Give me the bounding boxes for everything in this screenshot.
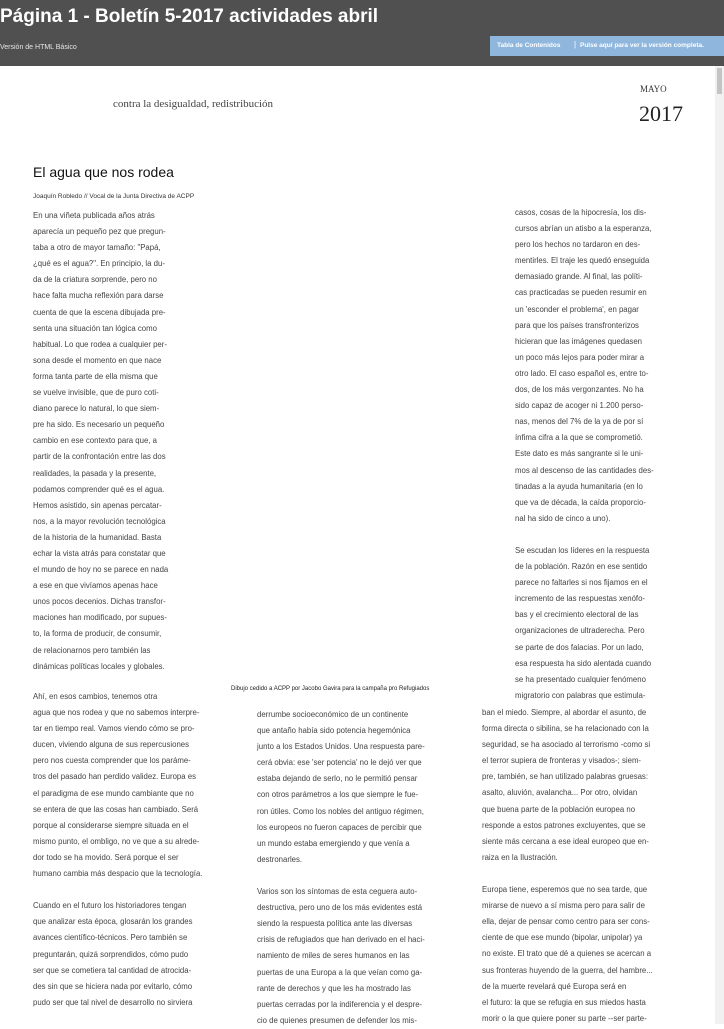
- article-byline: Joaquín Robledo // Vocal de la Junta Directiva de ACPP: [33, 193, 195, 200]
- text-line: que va de década, la caída proporcio-: [515, 497, 646, 507]
- text-line: pudo ser que tal nivel de desarrollo no sirviera: [33, 997, 193, 1007]
- text-line: crisis de refugiados que han derivado en el haci-: [257, 935, 425, 945]
- text-line: siendo la respuesta política ante las diversas: [257, 919, 413, 929]
- text-line: realidades, la pasada y la presente,: [33, 468, 157, 478]
- text-line: sona desde el momento en que nace: [33, 355, 162, 365]
- text-line: cas practicadas se pueden resumir en: [515, 288, 647, 298]
- page-header-text: contra la desigualdad, redistribución: [113, 98, 274, 110]
- text-line: [515, 527, 690, 543]
- scrollbar[interactable]: [715, 66, 724, 1024]
- text-line: dos, de los más vergonzantes. No ha: [515, 385, 644, 395]
- text-line: estaba dejando de serlo, no le permitió pensar: [257, 774, 418, 784]
- text-line: cuenta de que la escena dibujada pre-: [33, 307, 166, 317]
- text-line: ella, dejar de pensar como centro para ser cons-: [482, 917, 650, 927]
- text-line: mismo punto, el ombligo, no ve que a su alrede-: [33, 836, 200, 846]
- text-line: mos al descenso de las cantidades des-: [515, 465, 654, 475]
- text-line: el paradigma de ese mundo cambiante que no: [33, 788, 194, 798]
- text-line: de la historia de la humanidad. Basta: [33, 532, 162, 542]
- text-line: parece no faltarles si nos fijamos en el: [515, 578, 648, 588]
- text-line: des sin que se hiciera nada por evitarlo, cómo: [33, 981, 193, 991]
- text-line: pre, también, se han utilizado palabras gruesas:: [482, 772, 648, 782]
- text-line: Cuando en el futuro los historiadores tengan: [33, 901, 187, 911]
- text-line: agua que nos rodea y que no sabemos interpre-: [33, 708, 200, 718]
- text-line: otro lado. El caso español es, entre to-: [515, 368, 649, 378]
- text-line: porque al considerarse siempre situada en el: [33, 820, 189, 830]
- toc-link[interactable]: Tabla de Contenidos: [497, 42, 561, 49]
- text-line: Europa tiene, esperemos que no sea tarde, que: [482, 885, 648, 895]
- text-line: senta una situación tan lógica como: [33, 323, 157, 333]
- text-line: demasiado grande. Al final, las políti-: [515, 272, 643, 282]
- text-line: cerá obvia: ese 'ser potencia' no le dejó ver que: [257, 758, 422, 768]
- text-line: responde a estos patrones excluyentes, que se: [482, 820, 646, 830]
- text-line: taba a otro de mayor tamaño: "Papá,: [33, 243, 161, 253]
- text-line: partir de la confrontación entre las dos: [33, 452, 166, 462]
- toolbar-separator: |: [574, 40, 577, 49]
- text-line: nal ha sido de cinco a uno).: [515, 513, 611, 523]
- text-line: de la muerte revelará qué Europa será en: [482, 981, 627, 991]
- text-line: namiento de miles de seres humanos en las: [257, 951, 410, 961]
- text-line: con otros parámetros a los que siempre le fue-: [257, 790, 419, 800]
- text-line: forma tanta parte de ella misma que: [33, 371, 158, 381]
- text-line: morir o la que quiere poner su parte --ser parte-: [482, 1013, 647, 1023]
- text-line: [482, 866, 692, 882]
- text-line: ban el miedo. Siempre, al abordar el asunto, de: [482, 708, 647, 717]
- text-line: que analizar esta época, glosarán los grandes: [33, 917, 193, 927]
- text-line: puertas de una Europa a la que veían como ga-: [257, 967, 423, 977]
- text-line: de la población. Razón en ese sentido: [515, 562, 648, 572]
- text-line: el terror supiera de fronteras y visados-; siem-: [482, 756, 642, 766]
- article-column-2: [257, 707, 467, 1029]
- article-column-3-top: [515, 205, 690, 704]
- text-line: esa respuesta ha sido alentada cuando: [515, 658, 652, 668]
- text-line: dor todo se ha movido. Será porque el ser: [33, 852, 179, 862]
- text-line: tar en tiempo real. Vamos viendo cómo se pro-: [33, 724, 195, 734]
- header-month: MAYO: [640, 84, 667, 94]
- text-line: siente más cercana a ese ideal europeo que en-: [482, 836, 649, 846]
- text-line: seguridad, se ha asociado al terrorismo -como si: [482, 740, 651, 750]
- text-line: cursos abrían un atisbo a la esperanza,: [515, 224, 652, 234]
- full-version-link[interactable]: Pulse aquí para ver la versión completa.: [580, 42, 704, 49]
- text-line: incremento de las respuestas xenófo-: [515, 594, 646, 604]
- text-line: [33, 882, 251, 898]
- text-line: to, la forma de producir, de consumir,: [33, 629, 162, 639]
- text-line: que buena parte de la población europea no: [482, 804, 636, 814]
- text-line: aparecía un pequeño pez que pregun-: [33, 227, 166, 237]
- text-line: ínfima cifra a la que se comprometió.: [515, 433, 643, 443]
- text-line: para que los países transfronterizos: [515, 320, 639, 330]
- text-line: el mundo de hoy no se parece en nada: [33, 565, 169, 575]
- text-line: En una viñeta publicada años atrás: [33, 211, 155, 220]
- text-line: maciones han modificado, por supues-: [33, 613, 167, 623]
- header-year: 2017: [639, 101, 683, 126]
- text-line: tinadas a la ayuda humanitaria (en lo: [515, 481, 643, 491]
- text-line: pero los hechos no tardaron en des-: [515, 240, 641, 250]
- text-line: destructiva, pero uno de los más evidentes está: [257, 903, 423, 913]
- text-line: migratorio con palabras que estimula-: [515, 690, 646, 700]
- text-line: un mundo estaba emergiendo y que venía a: [257, 838, 410, 848]
- text-line: Varios son los síntomas de esta ceguera auto-: [257, 887, 418, 897]
- text-line: organizaciones de ultraderecha. Pero: [515, 626, 645, 636]
- text-line: ciente de que ese mundo (bipolar, unipolar) ya: [482, 933, 643, 943]
- text-line: un 'esconder el problema', en pagar: [515, 304, 639, 314]
- article-column-1-bottom: [33, 689, 251, 1011]
- text-line: raiza en la Ilustración.: [482, 852, 558, 862]
- text-line: rante de derechos y que les ha mostrado las: [257, 983, 411, 993]
- text-line: nas, menos del 7% de la ya de por sí: [515, 417, 644, 427]
- text-line: bas y el crecimiento electoral de las: [515, 610, 639, 620]
- text-line: a ese en que vivíamos apenas hace: [33, 581, 158, 591]
- text-line: forma directa o sibilina, se ha relacionado con la: [482, 724, 649, 734]
- article-column-3-bottom: [482, 705, 692, 1027]
- text-line: cambio en ese contexto para que, a: [33, 436, 157, 446]
- text-line: nos, a la mayor revolución tecnológica: [33, 516, 166, 526]
- text-line: dinámicas políticas locales y globales.: [33, 661, 165, 671]
- text-line: se ha presentado cualquier fenómeno: [515, 674, 646, 684]
- article-column-1-top: [33, 208, 213, 675]
- text-line: puertas cerradas por la indiferencia y el despre-: [257, 999, 423, 1009]
- text-line: Ahí, en esos cambios, tenemos otra: [33, 692, 158, 701]
- text-line: echar la vista atrás para constatar que: [33, 548, 166, 558]
- text-line: el futuro: la que se refugia en sus miedos hasta: [482, 997, 646, 1007]
- image-caption: Dibujo cedido a ACPP por Jacobo Gavira para la campaña pro Refugiados: [231, 686, 430, 692]
- text-line: hicieran que las imágenes quedasen: [515, 336, 643, 346]
- text-line: mirarse de nuevo a sí misma pero para salir de: [482, 901, 645, 911]
- text-line: junto a los Estados Unidos. Una respuesta pare-: [257, 742, 425, 752]
- text-line: casos, cosas de la hipocresía, los dis-: [515, 208, 647, 217]
- text-line: se entera de que las cosas han cambiado. Será: [33, 804, 199, 814]
- text-line: pero nos cuesta comprender que los paráme-: [33, 756, 191, 766]
- text-line: Este dato es más sangrante si le uni-: [515, 449, 644, 459]
- text-line: [257, 868, 467, 884]
- text-line: ser que se cometiera tal cantidad de atrocida-: [33, 965, 192, 975]
- text-line: los europeos no fueron capaces de percibir que: [257, 822, 422, 832]
- text-line: no existe. El trato que dé a quienes se acercan a: [482, 949, 652, 959]
- text-line: ducen, viviendo alguna de sus repercusiones: [33, 740, 190, 750]
- text-line: unos pocos decenios. Dichas transfor-: [33, 597, 166, 607]
- text-line: ¿qué es el agua?". En principio, la du-: [33, 259, 165, 269]
- html-version-label: Versión de HTML Básico: [0, 44, 77, 51]
- text-line: de relacionarnos pero también las: [33, 645, 151, 655]
- text-line: mentirles. El traje les quedó enseguida: [515, 256, 650, 266]
- text-line: ron útiles. Como los nobles del antiguo régimen,: [257, 806, 424, 816]
- text-line: se vuelve invisible, que de puro coti-: [33, 388, 159, 398]
- scrollbar-thumb[interactable]: [717, 68, 722, 94]
- text-line: podamos comprender qué es el agua.: [33, 484, 165, 494]
- text-line: hace falta mucha reflexión para darse: [33, 291, 164, 301]
- text-line: avances científico-técnicos. Pero también se: [33, 933, 188, 943]
- text-line: preguntarán, quizá sorprendidos, cómo pudo: [33, 949, 189, 959]
- text-line: se parte de dos falacias. Por un lado,: [515, 642, 644, 652]
- text-line: sus fronteras huyendo de la guerra, del hambre...: [482, 965, 653, 975]
- text-line: habitual. Lo que rodea a cualquier per-: [33, 339, 167, 349]
- text-line: un poco más lejos para poder mirar a: [515, 352, 645, 362]
- text-line: diano parece lo natural, lo que siem-: [33, 404, 160, 414]
- text-line: cio de quienes presumen de defender los mis-: [257, 1015, 417, 1025]
- text-line: pre ha sido. Es necesario un pequeño: [33, 420, 165, 430]
- page-title: Página 1 - Boletín 5-2017 actividades abril: [0, 6, 379, 27]
- text-line: da de la criatura sorprende, pero no: [33, 275, 157, 285]
- text-line: sido capaz de acoger ni 1.200 perso-: [515, 401, 644, 411]
- text-line: humano cambia más despacio que la tecnología.: [33, 869, 203, 879]
- text-line: Se escudan los líderes en la respuesta: [515, 545, 650, 555]
- text-line: destronarles.: [257, 854, 303, 864]
- article-title: El agua que nos rodea: [33, 164, 174, 180]
- text-line: tros del pasado han perdido validez. Europa es: [33, 772, 196, 782]
- text-line: que antaño había sido potencia hegemónica: [257, 726, 411, 736]
- text-line: Hemos asistido, sin apenas percatar-: [33, 500, 162, 510]
- text-line: derrumbe socioeconómico de un continente: [257, 710, 409, 719]
- text-line: asalto, aluvión, avalancha... Por otro, olvidan: [482, 788, 638, 798]
